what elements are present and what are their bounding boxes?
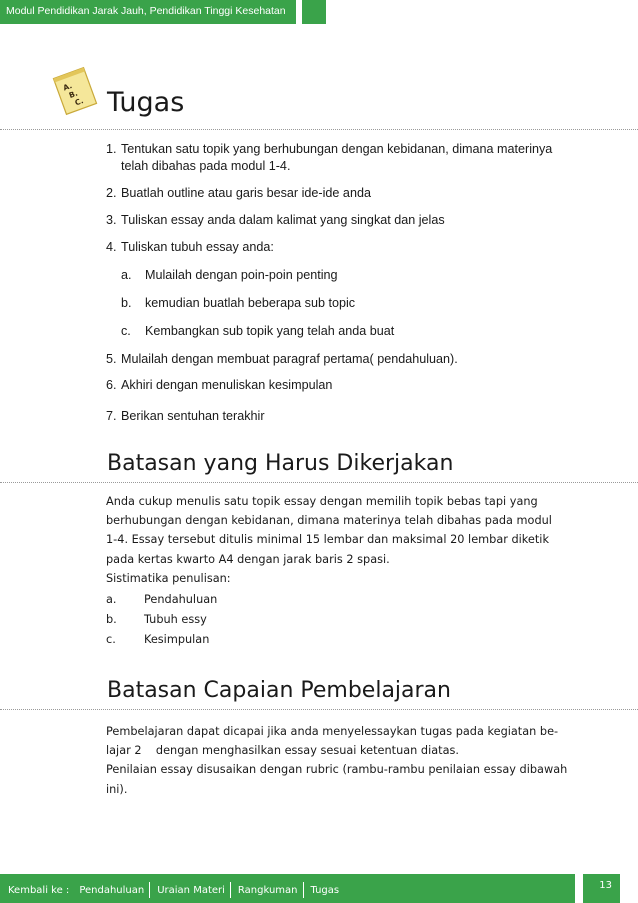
subtask-letter: c. [121, 324, 131, 338]
tugas-title: Tugas [107, 87, 185, 118]
subtask-letter: a. [121, 268, 132, 282]
paragraph-line: pada kertas kwarto A4 dengan jarak baris 2 spasi. [106, 552, 390, 566]
capaian-divider [0, 709, 638, 710]
paragraph-line: Sistimatika penulisan: [106, 571, 231, 585]
task-text: Tentukan satu topik yang berhubungan dengan kebidanan, dimana materinya [121, 142, 553, 156]
note-letter-b: B. [67, 88, 79, 100]
task-number: 1. [106, 142, 117, 156]
list-text: Kesimpulan [144, 633, 210, 646]
task-text: Mulailah dengan membuat paragraf pertama( pendahuluan). [121, 352, 458, 366]
paragraph-line: berhubungan dengan kebidanan, dimana materinya telah dibahas pada modul [106, 514, 552, 528]
list-text: Tubuh essy [144, 613, 207, 626]
batasan-divider [0, 482, 638, 483]
task-number: 6. [106, 378, 117, 392]
page-number: 13 [599, 880, 612, 891]
note-letter-a: A. [61, 81, 74, 93]
subtask-text: kemudian buatlah beberapa sub topic [145, 296, 356, 310]
paragraph-line: Pembelajaran dapat dicapai jika anda menyelessaykan tugas pada kegiatan be- [106, 725, 559, 738]
batasan-paragraph [106, 492, 552, 588]
task-number: 7. [106, 409, 117, 423]
subtask-letter: b. [121, 296, 132, 310]
task-text: Tuliskan essay anda dalam kalimat yang singkat dan jelas [121, 213, 445, 227]
task-text: Akhiri dengan menuliskan kesimpulan [121, 378, 333, 392]
paragraph-line: ini). [106, 782, 128, 796]
subtask-text: Kembangkan sub topik yang telah anda buat [145, 324, 395, 338]
paragraph-line: Penilaian essay disusaikan dengan rubric (rambu-rambu penilaian essay dibawah [106, 763, 568, 777]
footer-nav [8, 882, 339, 898]
list-letter: c. [106, 633, 116, 646]
capaian-title: Batasan Capaian Pembelajaran [107, 678, 451, 703]
footer-link-uraian-materi[interactable]: Uraian Materi [157, 884, 225, 896]
task-text: Tuliskan tubuh essay anda: [121, 240, 274, 254]
footer-back-label: Kembali ke : [8, 884, 70, 896]
task-text: telah dibahas pada modul 1-4. [121, 159, 291, 173]
list-text: Pendahuluan [144, 593, 218, 606]
task-text: Buatlah outline atau garis besar ide-ide anda [121, 186, 371, 200]
footer-separator [149, 882, 150, 898]
page-number-box [583, 874, 620, 903]
footer-link-tugas[interactable]: Tugas [310, 884, 340, 896]
footer-separator [303, 882, 304, 898]
footer-separator [230, 882, 231, 898]
paragraph-line: lajar 2 dengan menghasilkan essay sesuai ketentuan diatas. [106, 744, 459, 758]
task-number: 3. [106, 213, 117, 227]
capaian-paragraph [106, 722, 567, 799]
subtask-text: Mulailah dengan poin-poin penting [145, 268, 338, 282]
header-title: Modul Pendidikan Jarak Jauh, Pendidikan Tinggi Kesehatan [6, 5, 286, 17]
paragraph-line: 1-4. Essay tersebut ditulis minimal 15 lembar dan maksimal 20 lembar diketik [106, 533, 549, 547]
list-letter: a. [106, 593, 117, 606]
task-text: Berikan sentuhan terakhir [121, 409, 265, 423]
paragraph-line: Anda cukup menulis satu topik essay dengan memilih topik bebas tapi yang [106, 495, 538, 508]
abc-note-icon [50, 66, 100, 116]
note-letter-c: C. [73, 96, 85, 108]
header-square [302, 0, 326, 24]
list-letter: b. [106, 613, 117, 626]
footer-link-pendahuluan[interactable]: Pendahuluan [79, 884, 145, 896]
footer-link-rangkuman[interactable]: Rangkuman [237, 884, 298, 896]
task-number: 4. [106, 240, 117, 254]
tugas-divider [0, 129, 638, 130]
batasan-title: Batasan yang Harus Dikerjakan [107, 451, 454, 476]
task-number: 2. [106, 186, 117, 200]
task-number: 5. [106, 352, 117, 366]
